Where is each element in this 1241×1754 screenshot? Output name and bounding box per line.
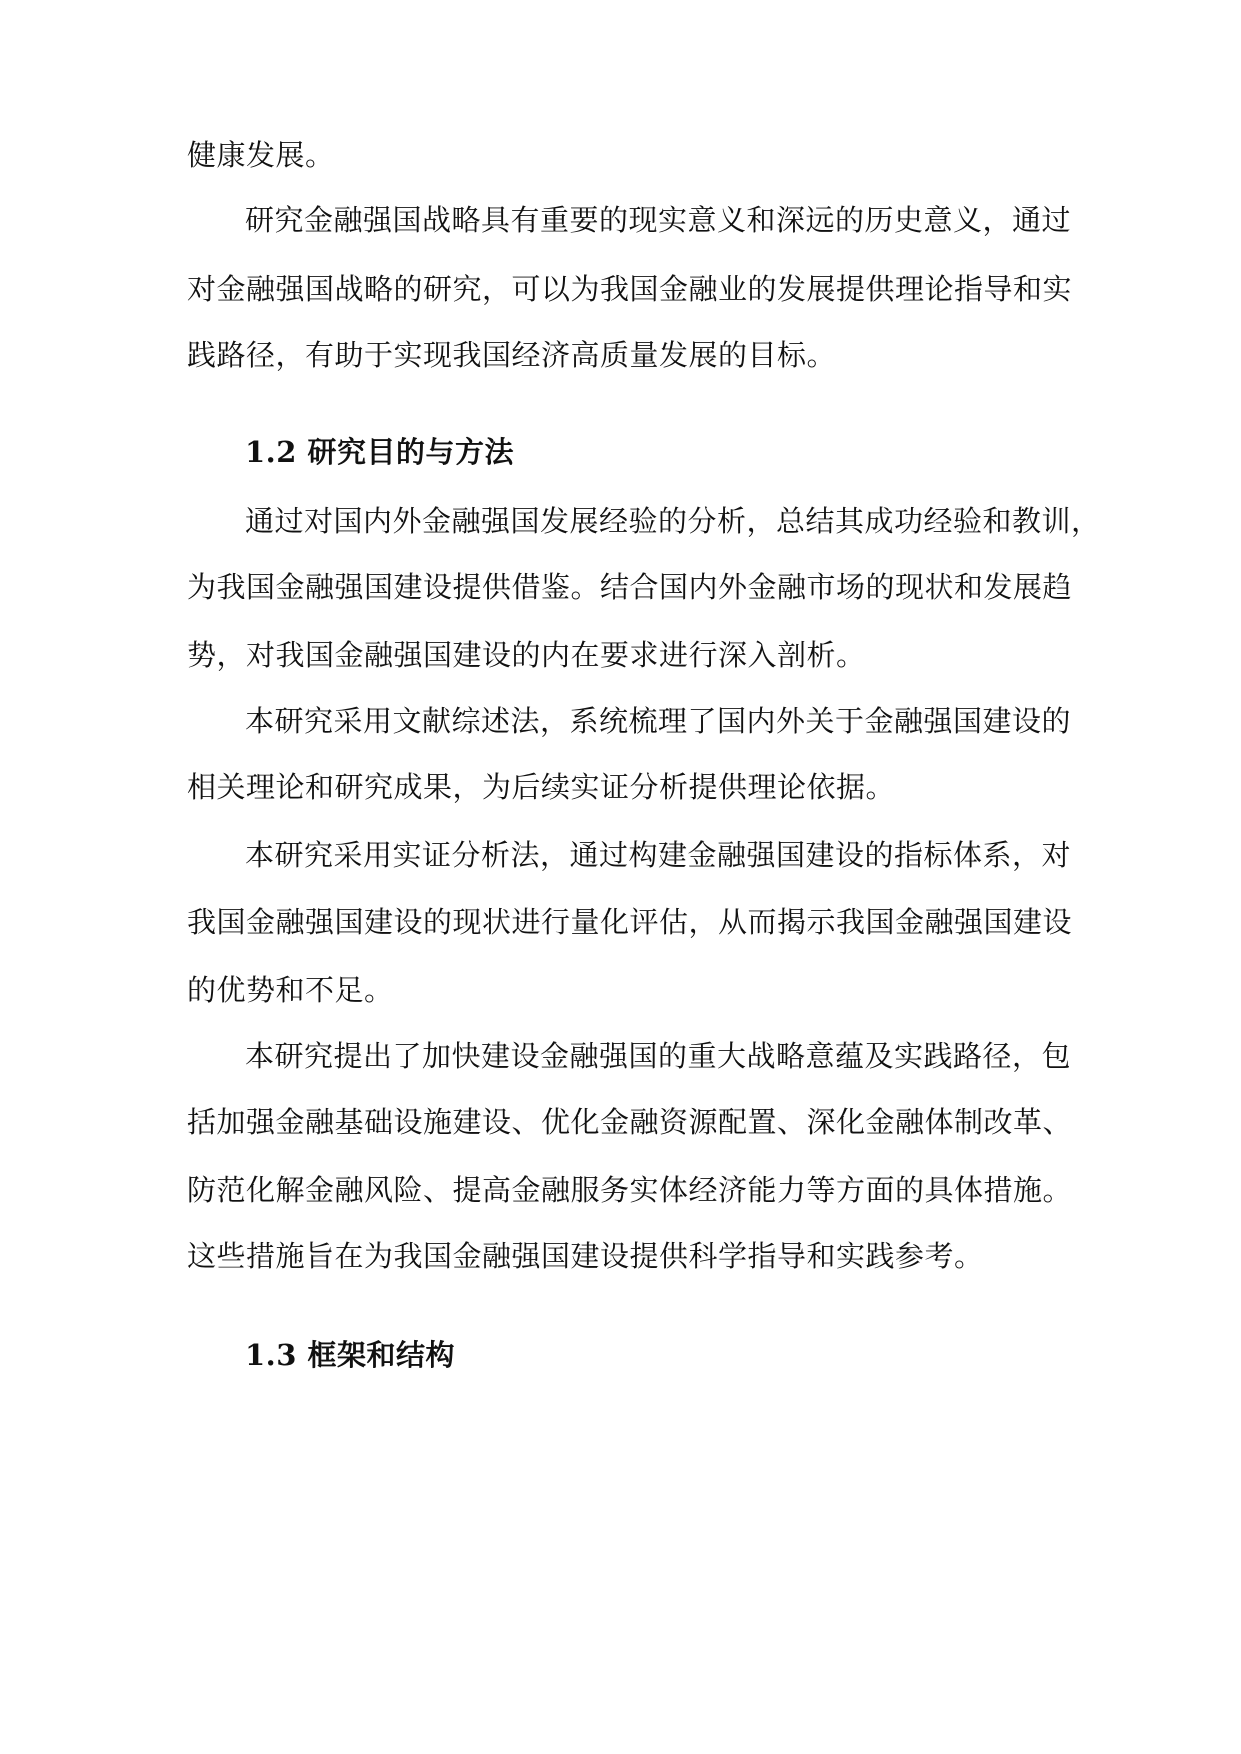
paragraph-line: 这些措施旨在为我国金融强国建设提供科学指导和实践参考。 — [187, 1239, 984, 1273]
paragraph-line: 本研究采用文献综述法，系统梳理了国内外关于金融强国建设的 — [245, 704, 1072, 738]
paragraph-line: 健康发展。 — [187, 138, 335, 172]
paragraph-line: 相关理论和研究成果，为后续实证分析提供理论依据。 — [187, 770, 896, 804]
section-heading: 1.3 框架和结构 — [245, 1338, 456, 1372]
paragraph-line: 的优势和不足。 — [187, 973, 394, 1007]
section-heading: 1.2 研究目的与方法 — [245, 435, 515, 469]
paragraph-line: 本研究采用实证分析法，通过构建金融强国建设的指标体系，对 — [245, 838, 1072, 872]
paragraph-line: 括加强金融基础设施建设、优化金融资源配置、深化金融体制改革、 — [187, 1105, 1073, 1139]
paragraph-line: 通过对国内外金融强国发展经验的分析，总结其成功经验和教训， — [245, 504, 1101, 538]
paragraph-line: 为我国金融强国建设提供借鉴。结合国内外金融市场的现状和发展趋 — [187, 570, 1073, 604]
paragraph-line: 我国金融强国建设的现状进行量化评估，从而揭示我国金融强国建设 — [187, 905, 1073, 939]
paragraph-line: 防范化解金融风险、提高金融服务实体经济能力等方面的具体措施。 — [187, 1173, 1073, 1207]
paragraph-line: 践路径，有助于实现我国经济高质量发展的目标。 — [187, 338, 837, 372]
paragraph-line: 势，对我国金融强国建设的内在要求进行深入剖析。 — [187, 638, 866, 672]
paragraph-line: 本研究提出了加快建设金融强国的重大战略意蕴及实践路径，包 — [245, 1039, 1072, 1073]
paragraph-line: 对金融强国战略的研究，可以为我国金融业的发展提供理论指导和实 — [187, 272, 1073, 306]
paragraph-line: 研究金融强国战略具有重要的现实意义和深远的历史意义，通过 — [245, 203, 1072, 237]
